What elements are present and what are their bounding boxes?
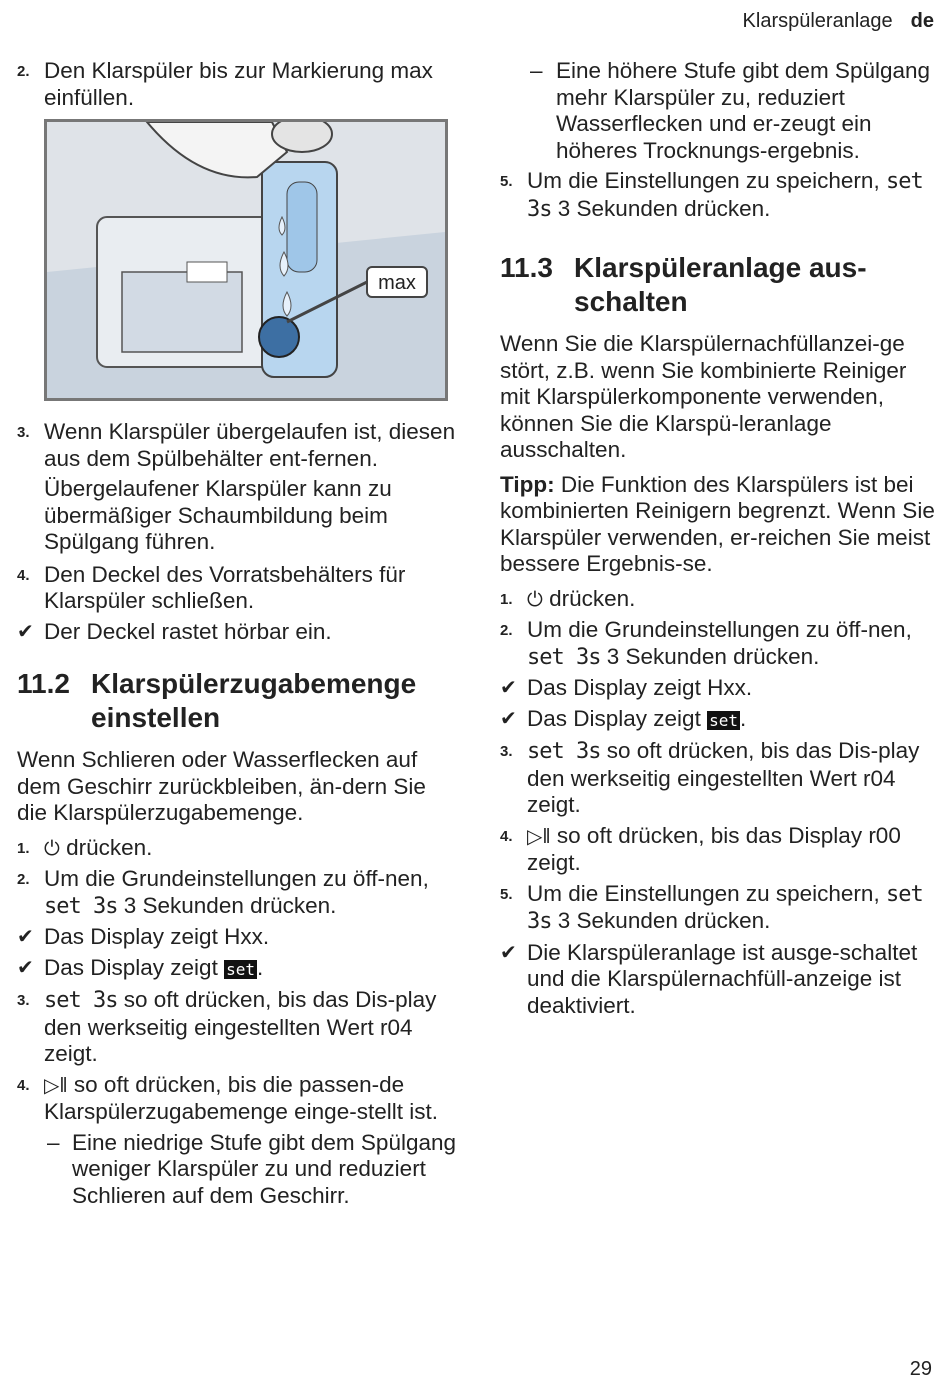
step-text: drücken. [549, 585, 636, 611]
step-text-b: 3 Sekunden drücken. [557, 908, 771, 933]
section-heading-11-2 [17, 667, 457, 735]
section-number: 11.2 [17, 668, 70, 699]
page-number: 29 [909, 1357, 932, 1380]
step-text-b: 3 Sekunden drücken. [557, 195, 771, 221]
set-3s-key: set 3s [527, 644, 601, 670]
set-display-symbol: set [226, 959, 255, 979]
step-number: 5. [500, 173, 513, 190]
step-number: 3. [500, 743, 513, 760]
step-number: 3. [17, 424, 30, 441]
checkmark-icon: ✔ [500, 941, 517, 964]
power-icon: ⏻ [44, 837, 60, 860]
checkmark-icon: ✔ [17, 956, 34, 979]
set-3s-key: set 3s [44, 893, 118, 919]
step-1-power [500, 586, 936, 614]
checkmark-icon: ✔ [500, 707, 517, 730]
checkmark-icon: ✔ [17, 926, 34, 948]
step-text: so oft drücken, bis das Dis-play den werkseitig eingestellten Wert r04 zeigt. [44, 987, 437, 1066]
dash-item-high [500, 58, 936, 164]
step-number: 4. [17, 1076, 30, 1094]
step-text-b: 3 Sekunden drücken. [123, 892, 337, 918]
dash-item-low [17, 1130, 457, 1210]
step-number: 4. [17, 566, 30, 584]
result-set [500, 706, 936, 735]
section-intro: Wenn Sie die Klarspülernachfüllanzei-ge stört, z.B. wenn Sie kombinierte Reiniger mit Klarspülerkomponente verwenden, können Sie die Klarspü-leranlage ausschalten. [500, 331, 907, 462]
section-title: Klarspülerzugabemenge einstellen [91, 668, 417, 733]
header-language: de [910, 10, 934, 32]
step-4-close-lid [17, 562, 457, 615]
step-3-select [17, 987, 457, 1068]
play-pause-icon: ▷‖ [527, 825, 551, 848]
result-text: Das Display zeigt Hxx. [44, 924, 270, 949]
step-number: 1. [500, 590, 513, 608]
section-title: Klarspüleranlage aus-schalten [574, 252, 867, 317]
step-number: 1. [17, 839, 30, 857]
result-lid [17, 619, 457, 646]
step-number: 2. [500, 622, 513, 639]
step-3-overflow [17, 419, 457, 472]
tip-paragraph [500, 472, 936, 578]
step-3-note: Übergelaufener Klarspüler kann zu übermäßiger Schaumbildung beim Spülgang führen. [44, 476, 392, 554]
step-text: so oft drücken, bis die passen-de Klarspülerzugabemenge einge-stellt ist. [44, 1071, 438, 1124]
period: . [257, 954, 264, 980]
step-text: Den Klarspüler bis zur Markierung max einfüllen. [44, 58, 433, 110]
step-3-select [500, 738, 936, 819]
tip-label: Tipp: [500, 471, 555, 497]
checkmark-icon: ✔ [17, 620, 34, 643]
set-display-symbol: set [709, 710, 738, 730]
dash-text: Eine höhere Stufe gibt dem Spülgang mehr Klarspüler zu, reduziert Wasserflecken und er-zeugt ein höheres Trocknungs-ergebnis. [556, 58, 931, 163]
step-5-save [500, 881, 936, 936]
result-hxx [500, 675, 936, 702]
section-intro: Wenn Schlieren oder Wasserflecken auf dem Geschirr zurückbleiben, än-dern Sie die Klarspülerzugabemenge. [17, 747, 426, 825]
power-icon: ⏻ [527, 588, 543, 611]
step-text-a: Um die Grundeinstellungen zu öff-nen, [44, 866, 429, 891]
max-callout: max [378, 272, 416, 294]
header-title: Klarspüleranlage [742, 10, 893, 32]
step-number: 3. [17, 992, 30, 1009]
step-4-adjust [17, 1072, 457, 1126]
step-1-power [17, 835, 457, 863]
dispenser-drawing [47, 122, 445, 398]
step-number: 4. [500, 827, 513, 845]
step-text: Den Deckel des Vorratsbehälters für Klarspüler schließen. [44, 561, 406, 613]
result-text: Das Display zeigt [44, 954, 218, 980]
dash-text: Eine niedrige Stufe gibt dem Spülgang weniger Klarspüler zu und reduziert Schlieren auf dem Geschirr. [72, 1129, 457, 1208]
result-text: Die Klarspüleranlage ist ausge-schaltet und die Klarspülernachfüll-anzeige ist deaktiviert. [527, 939, 918, 1018]
result-text: Das Display zeigt Hxx. [527, 675, 753, 700]
step-text: so oft drücken, bis das Display r00 zeigt. [527, 822, 901, 875]
step-4-r00 [500, 823, 936, 877]
left-column [17, 58, 457, 1213]
result-text: Das Display zeigt [527, 705, 701, 731]
set-3s-key: set 3s [527, 169, 923, 222]
result-text: Der Deckel rastet hörbar ein. [44, 618, 332, 644]
right-column [500, 58, 936, 1023]
step-2-open-settings [500, 617, 936, 671]
dash-mark: – [530, 58, 543, 83]
dash-mark: – [47, 1129, 60, 1155]
set-3s-key: set 3s [527, 739, 601, 764]
page-header [743, 8, 934, 35]
step-text: drücken. [66, 834, 153, 860]
step-number: 2. [17, 63, 30, 80]
step-text-a: Um die Einstellungen zu speichern, [527, 168, 880, 193]
section-heading-11-3 [500, 251, 936, 319]
step-text-a: Um die Einstellungen zu speichern, [527, 880, 880, 906]
play-pause-icon: ▷‖ [44, 1074, 68, 1097]
step-number: 2. [17, 871, 30, 888]
set-3s-key: set 3s [44, 988, 118, 1013]
rinse-aid-illustration [44, 119, 448, 401]
set-3s-key: set 3s [527, 881, 923, 934]
step-text: so oft drücken, bis das Dis-play den werkseitig eingestellten Wert r04 zeigt. [527, 738, 920, 817]
period: . [740, 705, 747, 731]
step-2-fill [17, 58, 457, 111]
step-number: 5. [500, 885, 513, 903]
section-number: 11.3 [500, 252, 553, 283]
result-deactivated [500, 940, 936, 1020]
step-5-save [500, 168, 936, 223]
checkmark-icon: ✔ [500, 677, 517, 699]
step-2-open-settings [17, 866, 457, 920]
step-text: Wenn Klarspüler übergelaufen ist, diesen aus dem Spülbehälter ent-fernen. [44, 419, 456, 471]
tip-text: Die Funktion des Klarspülers ist bei kombinierten Reinigern begrenzt. Wenn Sie Klarspüler verwenden, er-reichen Sie meist bessere Ergebnis-se. [500, 471, 935, 576]
result-set [17, 955, 457, 984]
step-text-b: 3 Sekunden drücken. [606, 643, 820, 669]
result-hxx [17, 924, 457, 951]
step-text-a: Um die Grundeinstellungen zu öff-nen, [527, 617, 912, 642]
